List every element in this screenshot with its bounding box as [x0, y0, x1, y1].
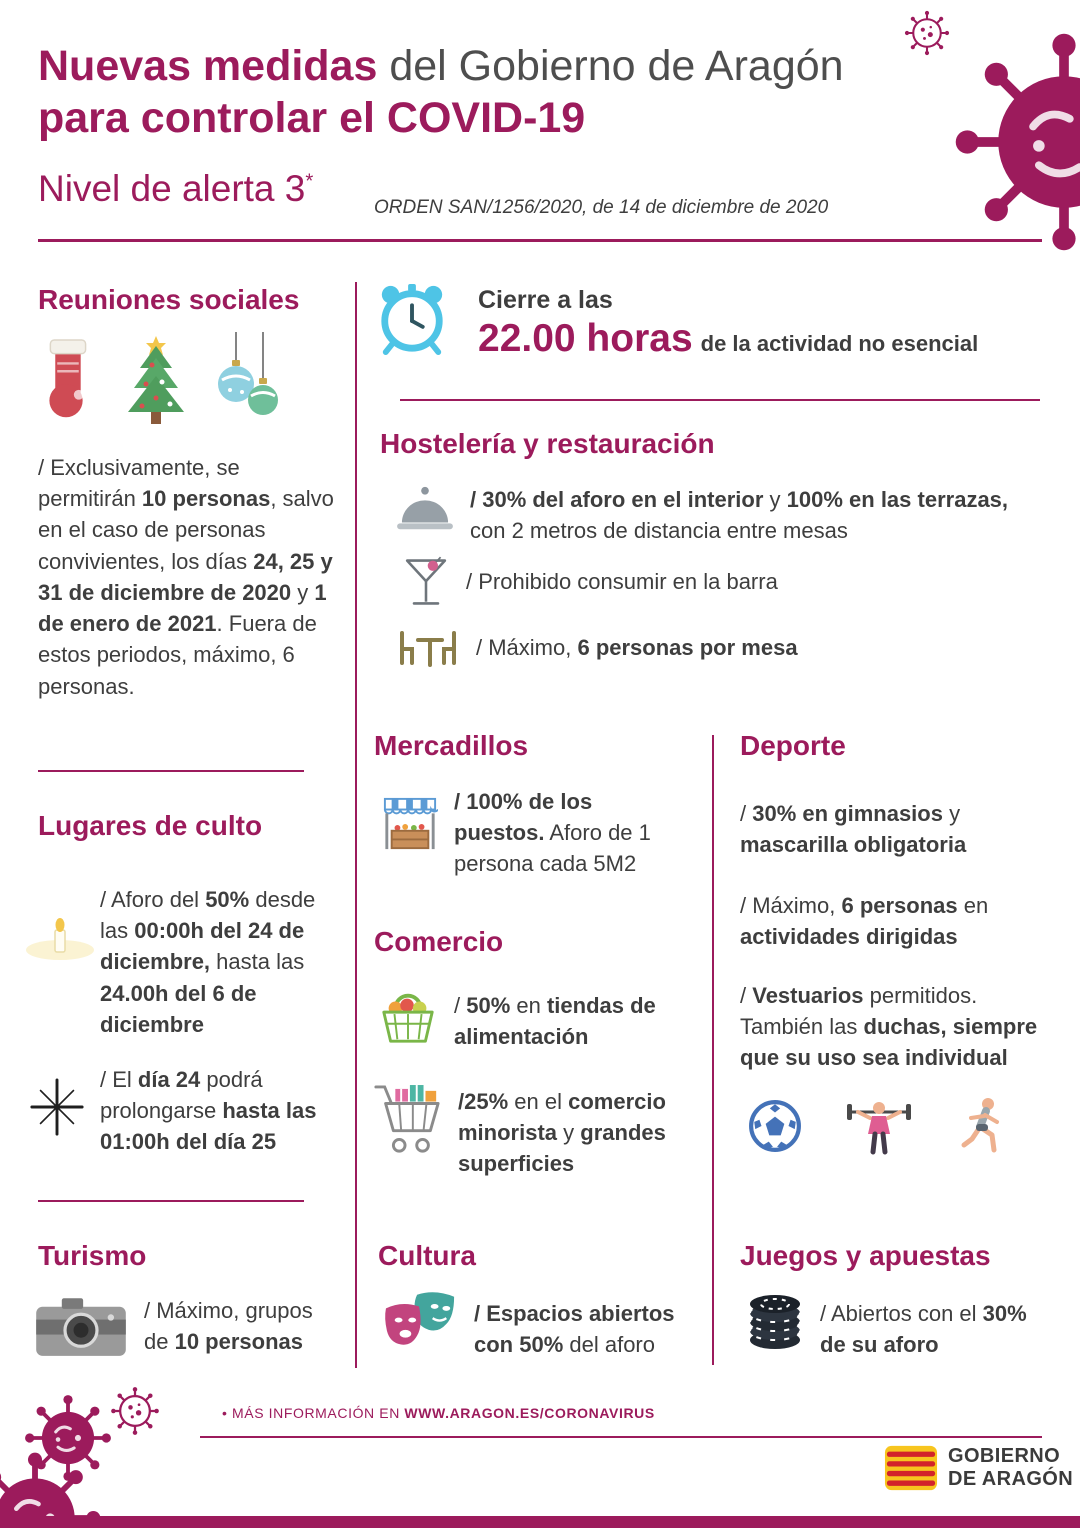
cultura-body-text: / Espacios abiertos con 50% del aforo	[474, 1301, 675, 1358]
virus-icon	[108, 1384, 162, 1438]
culto-item-text: / El día 24 podrá prolongarse hasta las 01:00h del día 25	[100, 1067, 317, 1155]
vertical-divider	[712, 735, 714, 1365]
footer-divider	[200, 1436, 1042, 1438]
page-title: Nuevas medidas del Gobierno de Aragón para controlar el COVID-19	[38, 42, 844, 143]
section-title-comercio: Comercio	[374, 926, 504, 957]
deporte-item-text: / Vestuarios permitidos. También las duchas, siempre que su uso sea individual	[740, 983, 1038, 1071]
comercio-item-text: /25% en el comercio minorista y grandes superficies	[458, 1089, 666, 1177]
cocktail-icon	[402, 550, 450, 614]
mercadillos-item	[382, 786, 682, 880]
logo-line2: DE ARAGÓN	[948, 1468, 1074, 1490]
juegos-item	[746, 1290, 1038, 1360]
closing-time-label: Cierre a las	[478, 286, 613, 314]
closing-time-scope: de la actividad no esencial	[700, 331, 979, 356]
turismo-body-text: / Máximo, grupos de 10 personas	[144, 1297, 313, 1354]
deporte-item-text: / Máximo, 6 personas en actividades dirigidas	[740, 893, 989, 950]
section-title-deporte: Deporte	[740, 730, 846, 761]
virus-icon	[948, 26, 1080, 258]
hosteleria-item	[402, 550, 966, 614]
reuniones-body-text: / Exclusivamente, se permitirán 10 personas, salvo en el caso de personas convivientes, los días 24, 25 y 31 de diciembre de 2020 y 1 de enero de 2021. Fuera de estos periodos, máximo, 6 personas.	[38, 455, 334, 699]
comercio-item-text: / 50% en tiendas de alimentación	[454, 993, 656, 1050]
soccer-ball-icon	[748, 1099, 802, 1153]
logo-text	[948, 1445, 1073, 1491]
baubles-icon	[216, 332, 282, 428]
section-title-culto: Lugares de culto	[38, 810, 263, 841]
mercadillos-body-text: / 100% de los puestos. Aforo de 1 persona cada 5M2	[454, 789, 651, 877]
runner-icon	[956, 1096, 1010, 1156]
closing-time-banner	[478, 286, 978, 361]
hosteleria-item	[396, 484, 1032, 546]
section-title-turismo: Turismo	[38, 1240, 147, 1271]
grocery-basket-icon	[378, 984, 438, 1048]
hosteleria-item	[396, 626, 956, 670]
table-chairs-icon	[396, 626, 460, 670]
turismo-item	[34, 1294, 342, 1358]
gobierno-aragon-logo	[884, 1444, 1073, 1492]
stocking-icon	[38, 338, 96, 428]
comercio-item	[378, 984, 692, 1052]
divider	[38, 1200, 304, 1202]
divider	[400, 399, 1040, 401]
divider	[38, 770, 304, 772]
christmas-tree-icon	[118, 332, 194, 428]
section-title-hosteleria: Hostelería y restauración	[380, 428, 715, 459]
bottom-accent-bar	[0, 1516, 1080, 1528]
sparkle-star-icon	[28, 1078, 86, 1136]
alarm-clock-icon	[376, 282, 448, 356]
shopping-cart-icon	[372, 1080, 442, 1162]
section-title-juegos: Juegos y apuestas	[740, 1240, 991, 1271]
logo-line1: GOBIERNO	[948, 1445, 1061, 1467]
candle-icon	[22, 916, 98, 962]
deporte-item-text: / 30% en gimnasios y mascarilla obligatoria	[740, 801, 967, 858]
theater-masks-icon	[384, 1290, 458, 1356]
poker-chips-icon	[746, 1290, 804, 1352]
cultura-item	[384, 1290, 710, 1360]
aragon-flag-icon	[884, 1444, 938, 1492]
culto-item-text: / Aforo del 50% desde las 00:00h del 24 de diciembre, hasta las 24.00h del 6 de diciembre	[100, 887, 316, 1037]
section-title-cultura: Cultura	[378, 1240, 476, 1271]
order-reference: ORDEN SAN/1256/2020, de 14 de diciembre de 2020	[374, 197, 829, 218]
camera-icon	[34, 1294, 128, 1358]
hosteleria-item-text: / 30% del aforo en el interior y 100% en las terrazas, con 2 metros de distancia entre mesas	[470, 487, 1009, 544]
hosteleria-item-text: / Máximo, 6 personas por mesa	[476, 635, 798, 661]
weightlifter-icon	[846, 1096, 912, 1156]
juegos-body-text: / Abiertos con el 30% de su aforo	[820, 1301, 1027, 1358]
more-info-text: • MÁS INFORMACIÓN EN WWW.ARAGON.ES/CORONAVIRUS	[222, 1405, 655, 1421]
cloche-icon	[396, 484, 454, 534]
hosteleria-item-text: / Prohibido consumir en la barra	[466, 569, 778, 595]
virus-icon	[902, 8, 952, 58]
section-title-reuniones: Reuniones sociales	[38, 284, 300, 315]
closing-time-value: 22.00 horas	[478, 317, 693, 360]
section-title-mercadillos: Mercadillos	[374, 730, 529, 761]
vertical-divider	[355, 282, 357, 1368]
sport-icons	[748, 1096, 1010, 1156]
market-stall-icon	[382, 794, 438, 854]
christmas-icons	[38, 332, 282, 428]
header-divider	[38, 239, 1042, 242]
alert-level: Nivel de alerta 3*	[38, 168, 314, 209]
comercio-item	[372, 1080, 700, 1180]
